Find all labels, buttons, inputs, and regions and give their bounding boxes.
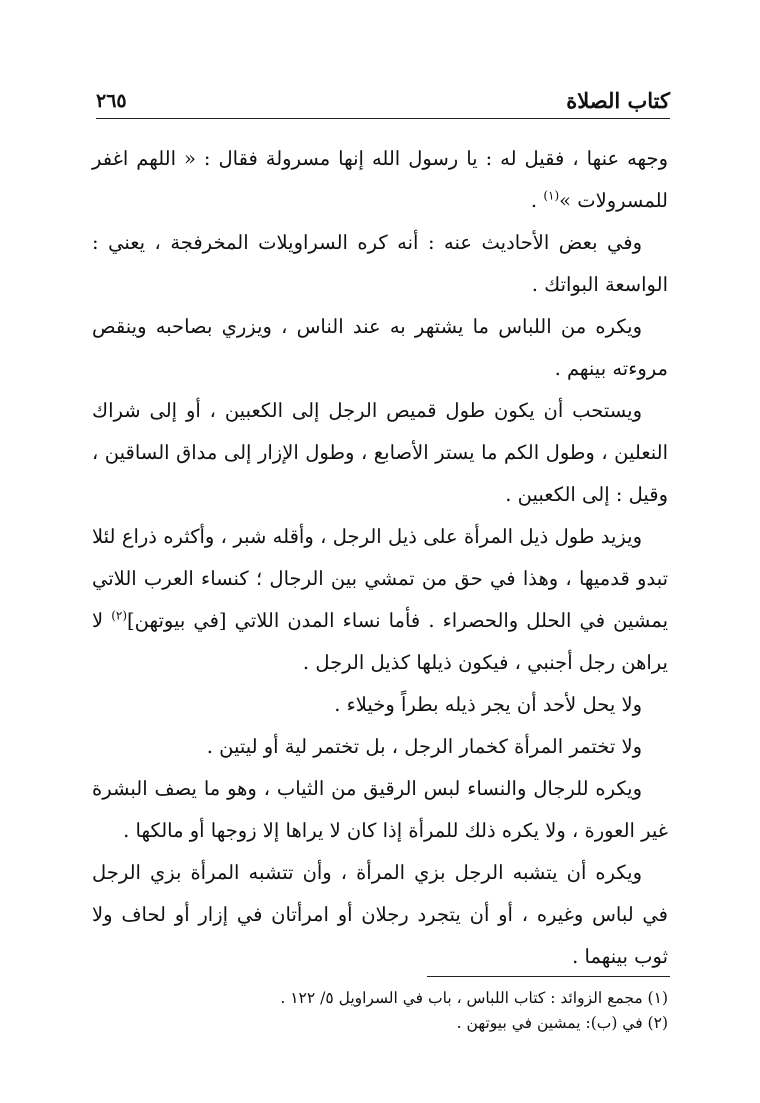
paragraph: ولا يحل لأحد أن يجر ذيله بطراً وخيلاء . <box>334 693 642 716</box>
main-text <box>92 138 668 978</box>
footnote-divider <box>427 976 670 977</box>
paragraph: ويستحب أن يكون طول قميص الرجل إلى الكعبين ، أو إلى شراك النعلين ، وطول الكم ما يستر الأصابع ، وطول الإزار إلى مداق الساقين ، وقيل : إلى الكعبين . <box>92 399 668 506</box>
paragraph: ويكره أن يتشبه الرجل بزي المرأة ، وأن تتشبه المرأة بزي الرجل في لباس وغيره ، أو أن يتجرد رجلان أو امرأتان في إزار أو لحاف ولا ثوب بينهما . <box>92 861 668 968</box>
page-number: ٢٦٥ <box>96 90 127 112</box>
paragraph: وفي بعض الأحاديث عنه : أنه كره السراويلات المخرفجة ، يعني : الواسعة البواتك . <box>92 231 668 296</box>
footnotes <box>92 986 668 1036</box>
paragraph: وجهه عنها ، فقيل له : يا رسول الله إنها مسرولة فقال : « اللهم اغفر للمسرولات »$^{(١)}$ . <box>92 147 668 212</box>
footnote: (٢) في (ب): يمشين في بيوتهن . <box>456 1014 668 1032</box>
running-header <box>96 84 670 119</box>
paragraph: ويكره للرجال والنساء لبس الرقيق من الثياب ، وهو ما يصف البشرة غير العورة ، ولا يكره ذلك للمرأة إذا كان لا يراها إلا زوجها أو مالكها . <box>92 777 668 842</box>
paragraph: ويكره من اللباس ما يشتهر به عند الناس ، ويزري بصاحبه وينقص مروءته بينهم . <box>92 315 668 380</box>
footnote: (١) مجمع الزوائد : كتاب اللباس ، باب في السراويل ٥/ ١٢٢ . <box>280 989 668 1007</box>
paragraph: ويزيد طول ذيل المرأة على ذيل الرجل ، وأقله شبر ، وأكثره ذراع لئلا تبدو قدميها ، وهذا في حق من تمشي بين الرجال ؛ كنساء العرب اللاتي يمشين في الحلل والحصراء . فأما نساء المدن اللاتي [في بيوتهن]$^{(٢)}$ لا يراهن رجل أجنبي ، فيكون ذيلها كذيل الرجل . <box>92 525 668 674</box>
footnote-ref: (٢) <box>111 608 128 623</box>
footnote-ref: (١) <box>543 188 560 203</box>
chapter-title: كتاب الصلاة <box>566 88 670 113</box>
paragraph: ولا تختمر المرأة كخمار الرجل ، بل تختمر لية أو ليتين . <box>206 735 642 758</box>
